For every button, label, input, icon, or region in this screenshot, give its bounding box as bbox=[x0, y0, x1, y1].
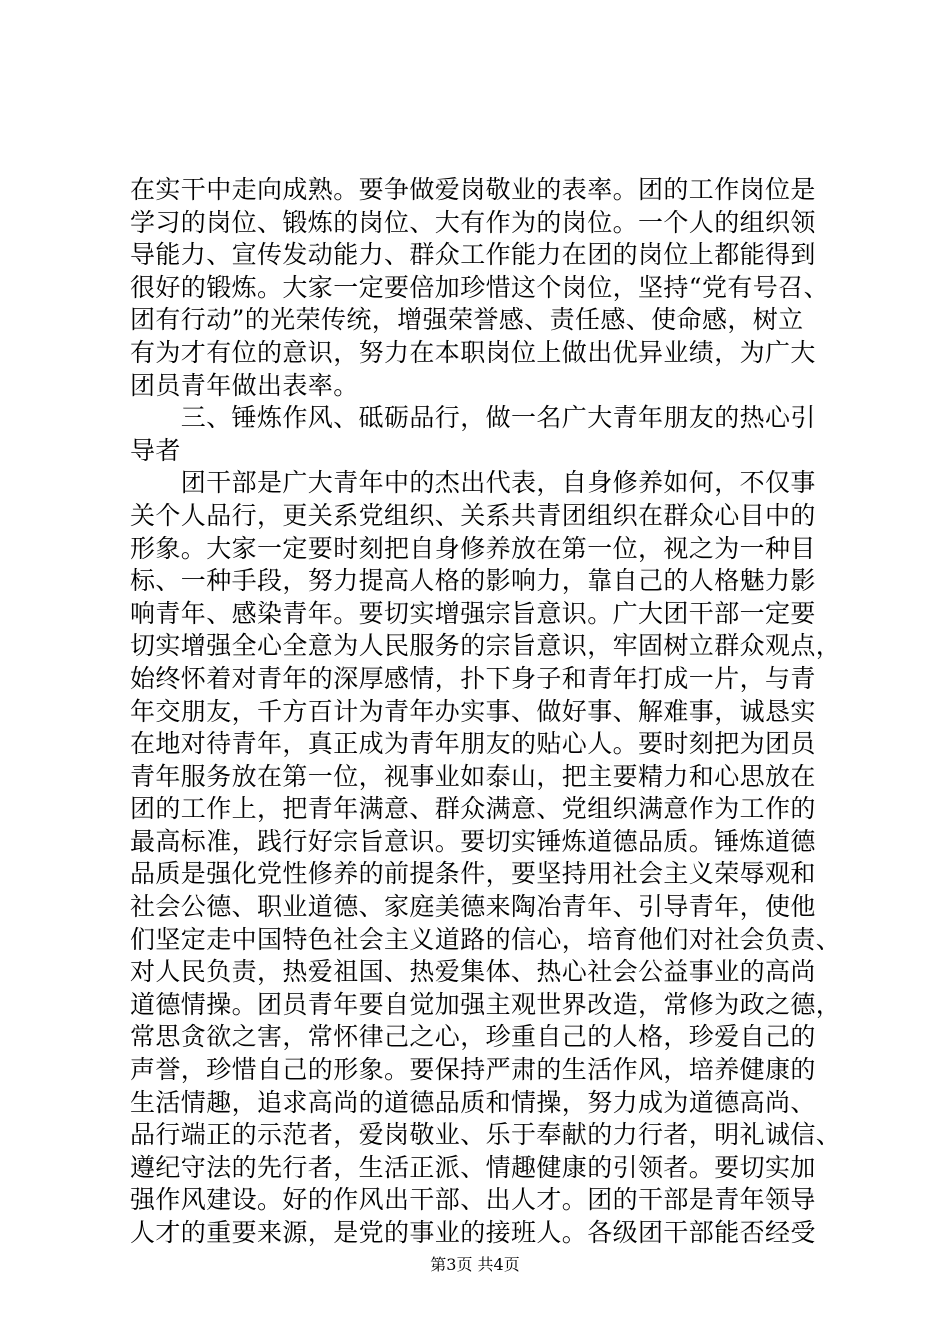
section-heading-line: 三、锤炼作风、砥砺品行，做一名广大青年朋友的热心引 bbox=[130, 403, 816, 433]
text-line: 社会公德、职业道德、家庭美德来陶冶青年、引导青年，使他 bbox=[130, 892, 816, 922]
text-line: 声誉，珍惜自己的形象。要保持严肃的生活作风，培养健康的 bbox=[130, 1055, 816, 1085]
text-line: 生活情趣，追求高尚的道德品质和情操，努力成为道德高尚、 bbox=[130, 1087, 816, 1117]
section-heading-line: 导者 bbox=[130, 435, 181, 465]
text-line: 导能力、宣传发动能力、群众工作能力在团的岗位上都能得到 bbox=[130, 240, 816, 270]
text-line: 常思贪欲之害，常怀律己之心，珍重自己的人格，珍爱自己的 bbox=[130, 1022, 816, 1052]
text-line: 响青年、感染青年。要切实增强宗旨意识。广大团干部一定要 bbox=[130, 598, 816, 628]
text-line: 有为才有位的意识，努力在本职岗位上做出优异业绩，为广大 bbox=[130, 337, 816, 367]
text-line: 团的工作上，把青年满意、群众满意、党组织满意作为工作的 bbox=[130, 794, 816, 824]
text-line: 始终怀着对青年的深厚感情，扑下身子和青年打成一片，与青 bbox=[130, 663, 816, 693]
text-line: 切实增强全心全意为人民服务的宗旨意识，牢固树立群众观点， bbox=[130, 631, 842, 661]
text-line: 们坚定走中国特色社会主义道路的信心，培育他们对社会负责、 bbox=[130, 924, 842, 954]
text-line: 对人民负责，热爱祖国、热爱集体、热心社会公益事业的高尚 bbox=[130, 957, 816, 987]
text-line: 形象。大家一定要时刻把自身修养放在第一位，视之为一种目 bbox=[130, 533, 816, 563]
text-line: 关个人品行，更关系党组织、关系共青团组织在群众心目中的 bbox=[130, 500, 816, 530]
text-line: 标、一种手段，努力提高人格的影响力，靠自己的人格魅力影 bbox=[130, 566, 816, 596]
text-line: 团员青年做出表率。 bbox=[130, 370, 359, 400]
text-line: 团干部是广大青年中的杰出代表，自身修养如何，不仅事 bbox=[130, 468, 816, 498]
text-line: 最高标准，践行好宗旨意识。要切实锤炼道德品质。锤炼道德 bbox=[130, 826, 816, 856]
text-line: 品行端正的示范者，爱岗敬业、乐于奉献的力行者，明礼诚信、 bbox=[130, 1120, 842, 1150]
body-text bbox=[130, 174, 842, 1250]
text-line: 道德情操。团员青年要自觉加强主观世界改造，常修为政之德， bbox=[130, 989, 842, 1019]
text-line: 遵纪守法的先行者，生活正派、情趣健康的引领者。要切实加 bbox=[130, 1152, 816, 1182]
text-line: 强作风建设。好的作风出干部、出人才。团的干部是青年领导 bbox=[130, 1185, 816, 1215]
text-line: 年交朋友，千方百计为青年办实事、做好事、解难事，诚恳实 bbox=[130, 696, 816, 726]
text-line: 在地对待青年，真正成为青年朋友的贴心人。要时刻把为团员 bbox=[130, 729, 816, 759]
text-line: 在实干中走向成熟。要争做爱岗敬业的表率。团的工作岗位是 bbox=[130, 175, 816, 204]
page-number-footer: 第3页 共4页 bbox=[430, 1255, 520, 1274]
text-line: 团有行动”的光荣传统，增强荣誉感、责任感、使命感，树立 bbox=[130, 305, 804, 335]
text-line: 品质是强化党性修养的前提条件，要坚持用社会主义荣辱观和 bbox=[130, 859, 816, 889]
text-line: 人才的重要来源，是党的事业的接班人。各级团干部能否经受 bbox=[130, 1218, 816, 1247]
text-line: 很好的锻炼。大家一定要倍加珍惜这个岗位，坚持“党有号召、 bbox=[130, 272, 829, 302]
text-line: 学习的岗位、锻炼的岗位、大有作为的岗位。一个人的组织领 bbox=[130, 207, 816, 237]
text-line: 青年服务放在第一位，视事业如泰山，把主要精力和心思放在 bbox=[130, 761, 816, 791]
